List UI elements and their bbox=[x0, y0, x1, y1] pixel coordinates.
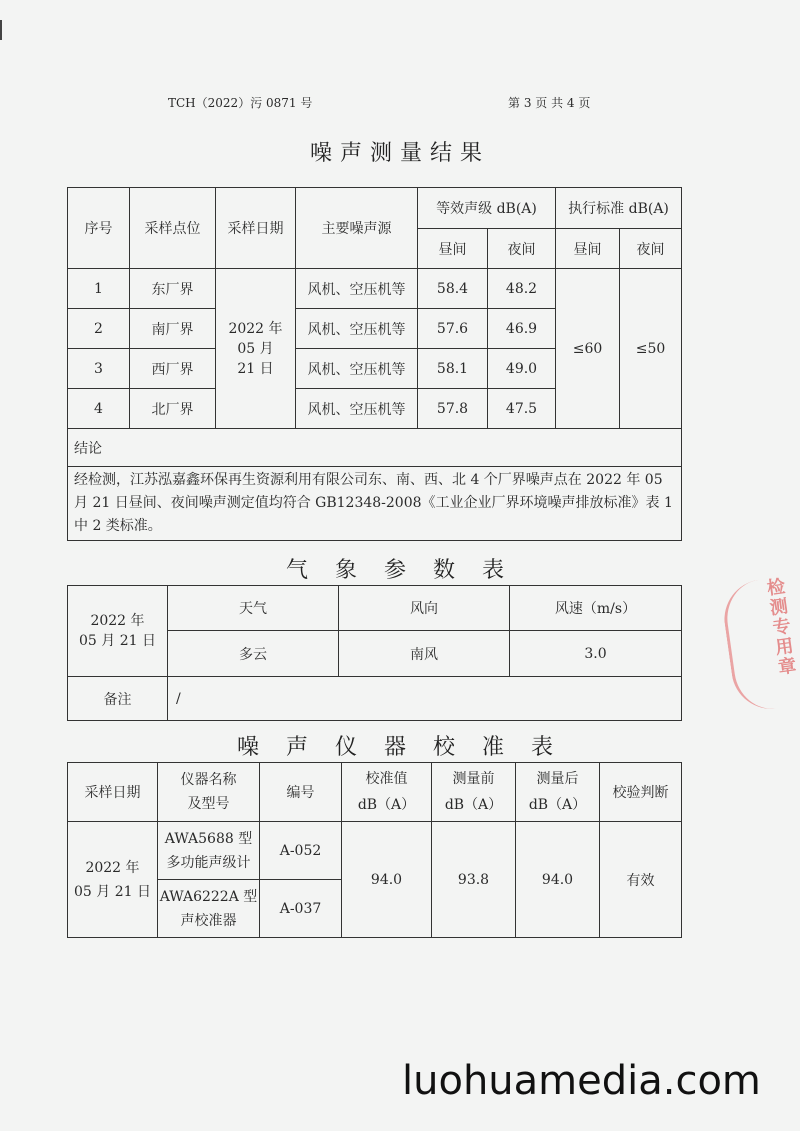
header-source: 主要噪声源 bbox=[296, 188, 418, 269]
watermark: luohuamedia.com bbox=[402, 1058, 761, 1104]
row-source: 风机、空压机等 bbox=[296, 269, 418, 309]
std-night-value: ≤50 bbox=[620, 269, 682, 429]
sampling-date bbox=[216, 269, 296, 429]
header-calib-value bbox=[342, 763, 432, 822]
header-wind-speed: 风速（m/s） bbox=[510, 586, 682, 631]
header-after-line2: dB（A） bbox=[528, 797, 587, 813]
header-instrument bbox=[158, 763, 260, 822]
noise-results-table bbox=[67, 187, 682, 541]
row-no: 2 bbox=[68, 309, 130, 349]
red-stamp: 检测专用章 bbox=[719, 576, 800, 714]
date-month: 05 月 bbox=[237, 340, 274, 357]
edge-mark bbox=[0, 20, 2, 40]
row-no: 3 bbox=[68, 349, 130, 389]
table-row bbox=[68, 269, 682, 309]
row-source: 风机、空压机等 bbox=[296, 309, 418, 349]
header-before bbox=[432, 763, 516, 822]
instrument-name bbox=[158, 880, 260, 938]
wind-direction-value: 南风 bbox=[339, 631, 510, 677]
row-source: 风机、空压机等 bbox=[296, 389, 418, 429]
noise-results-title: 噪声测量结果 bbox=[309, 141, 490, 166]
row-day: 57.6 bbox=[418, 309, 488, 349]
header-calib-line2: dB（A） bbox=[357, 797, 416, 813]
conclusion-label: 结论 bbox=[68, 429, 682, 467]
header-instrument-line1: 仪器名称 bbox=[180, 772, 237, 788]
document-number: TCH（2022）污 0871 号 bbox=[168, 96, 313, 110]
header-std-day: 昼间 bbox=[556, 229, 620, 269]
note-label: 备注 bbox=[68, 677, 168, 721]
weather-value: 多云 bbox=[168, 631, 339, 677]
instrument-type: 声校准器 bbox=[180, 912, 237, 929]
header-date: 采样日期 bbox=[216, 188, 296, 269]
row-day: 58.1 bbox=[418, 349, 488, 389]
calibration-title: 噪 声 仪 器 校 准 表 bbox=[237, 735, 563, 760]
conclusion-text: 经检测，江苏泓嘉鑫环保再生资源利用有限公司东、南、西、北 4 个厂界噪声点在 2022 年 05 月 21 日昼间、夜间噪声测定值均符合 GB12348-2008《工业企业厂界环境噪声排放标准》表 1 中 2 类标准。 bbox=[68, 467, 682, 541]
header-leq: 等效声级 dB(A) bbox=[418, 188, 556, 229]
row-location: 西厂界 bbox=[130, 349, 216, 389]
std-day-value: ≤60 bbox=[556, 269, 620, 429]
note-value: / bbox=[168, 677, 682, 721]
weather-table bbox=[67, 585, 682, 721]
header-calib-line1: 校准值 bbox=[365, 771, 408, 787]
header-no: 序号 bbox=[68, 188, 130, 269]
instrument-id: A-052 bbox=[260, 822, 342, 880]
header-sampling-date: 采样日期 bbox=[68, 763, 158, 822]
instrument-id: A-037 bbox=[260, 880, 342, 938]
header-after bbox=[516, 763, 600, 822]
header-judgement: 校验判断 bbox=[600, 763, 682, 822]
calib-date-day: 05 月 21 日 bbox=[74, 883, 151, 900]
row-day: 57.8 bbox=[418, 389, 488, 429]
row-location: 东厂界 bbox=[130, 269, 216, 309]
weather-title: 气 象 参 数 表 bbox=[286, 558, 514, 583]
header-before-line2: dB（A） bbox=[444, 797, 503, 813]
instrument-model: AWA6222A 型 bbox=[159, 888, 258, 905]
wind-speed-value: 3.0 bbox=[510, 631, 682, 677]
calib-date bbox=[68, 822, 158, 938]
instrument-model: AWA5688 型 bbox=[164, 830, 253, 847]
weather-date-year: 2022 年 bbox=[90, 613, 145, 629]
row-source: 风机、空压机等 bbox=[296, 349, 418, 389]
row-no: 1 bbox=[68, 269, 130, 309]
header-location: 采样点位 bbox=[130, 188, 216, 269]
header-standard: 执行标准 dB(A) bbox=[556, 188, 682, 229]
row-day: 58.4 bbox=[418, 269, 488, 309]
header-std-night: 夜间 bbox=[620, 229, 682, 269]
judgement-value: 有效 bbox=[600, 822, 682, 938]
calibration-table bbox=[67, 762, 682, 938]
page-number: 第 3 页 共 4 页 bbox=[508, 96, 591, 110]
table-row bbox=[68, 822, 682, 880]
row-night: 48.2 bbox=[488, 269, 556, 309]
date-day: 21 日 bbox=[237, 360, 274, 377]
calib-date-year: 2022 年 bbox=[85, 859, 140, 876]
header-leq-day: 昼间 bbox=[418, 229, 488, 269]
header-leq-night: 夜间 bbox=[488, 229, 556, 269]
row-location: 北厂界 bbox=[130, 389, 216, 429]
header-id: 编号 bbox=[260, 763, 342, 822]
header-before-line1: 测量前 bbox=[452, 771, 495, 787]
after-value: 94.0 bbox=[516, 822, 600, 938]
row-night: 46.9 bbox=[488, 309, 556, 349]
calib-value: 94.0 bbox=[342, 822, 432, 938]
header-after-line1: 测量后 bbox=[536, 771, 579, 787]
header-instrument-line2: 及型号 bbox=[187, 796, 230, 812]
header-wind-direction: 风向 bbox=[339, 586, 510, 631]
instrument-name bbox=[158, 822, 260, 880]
row-night: 47.5 bbox=[488, 389, 556, 429]
instrument-type: 多功能声级计 bbox=[166, 854, 251, 871]
date-year: 2022 年 bbox=[228, 320, 283, 337]
row-location: 南厂界 bbox=[130, 309, 216, 349]
weather-date-day: 05 月 21 日 bbox=[79, 633, 156, 649]
row-night: 49.0 bbox=[488, 349, 556, 389]
header-weather: 天气 bbox=[168, 586, 339, 631]
row-no: 4 bbox=[68, 389, 130, 429]
before-value: 93.8 bbox=[432, 822, 516, 938]
weather-date bbox=[68, 586, 168, 677]
